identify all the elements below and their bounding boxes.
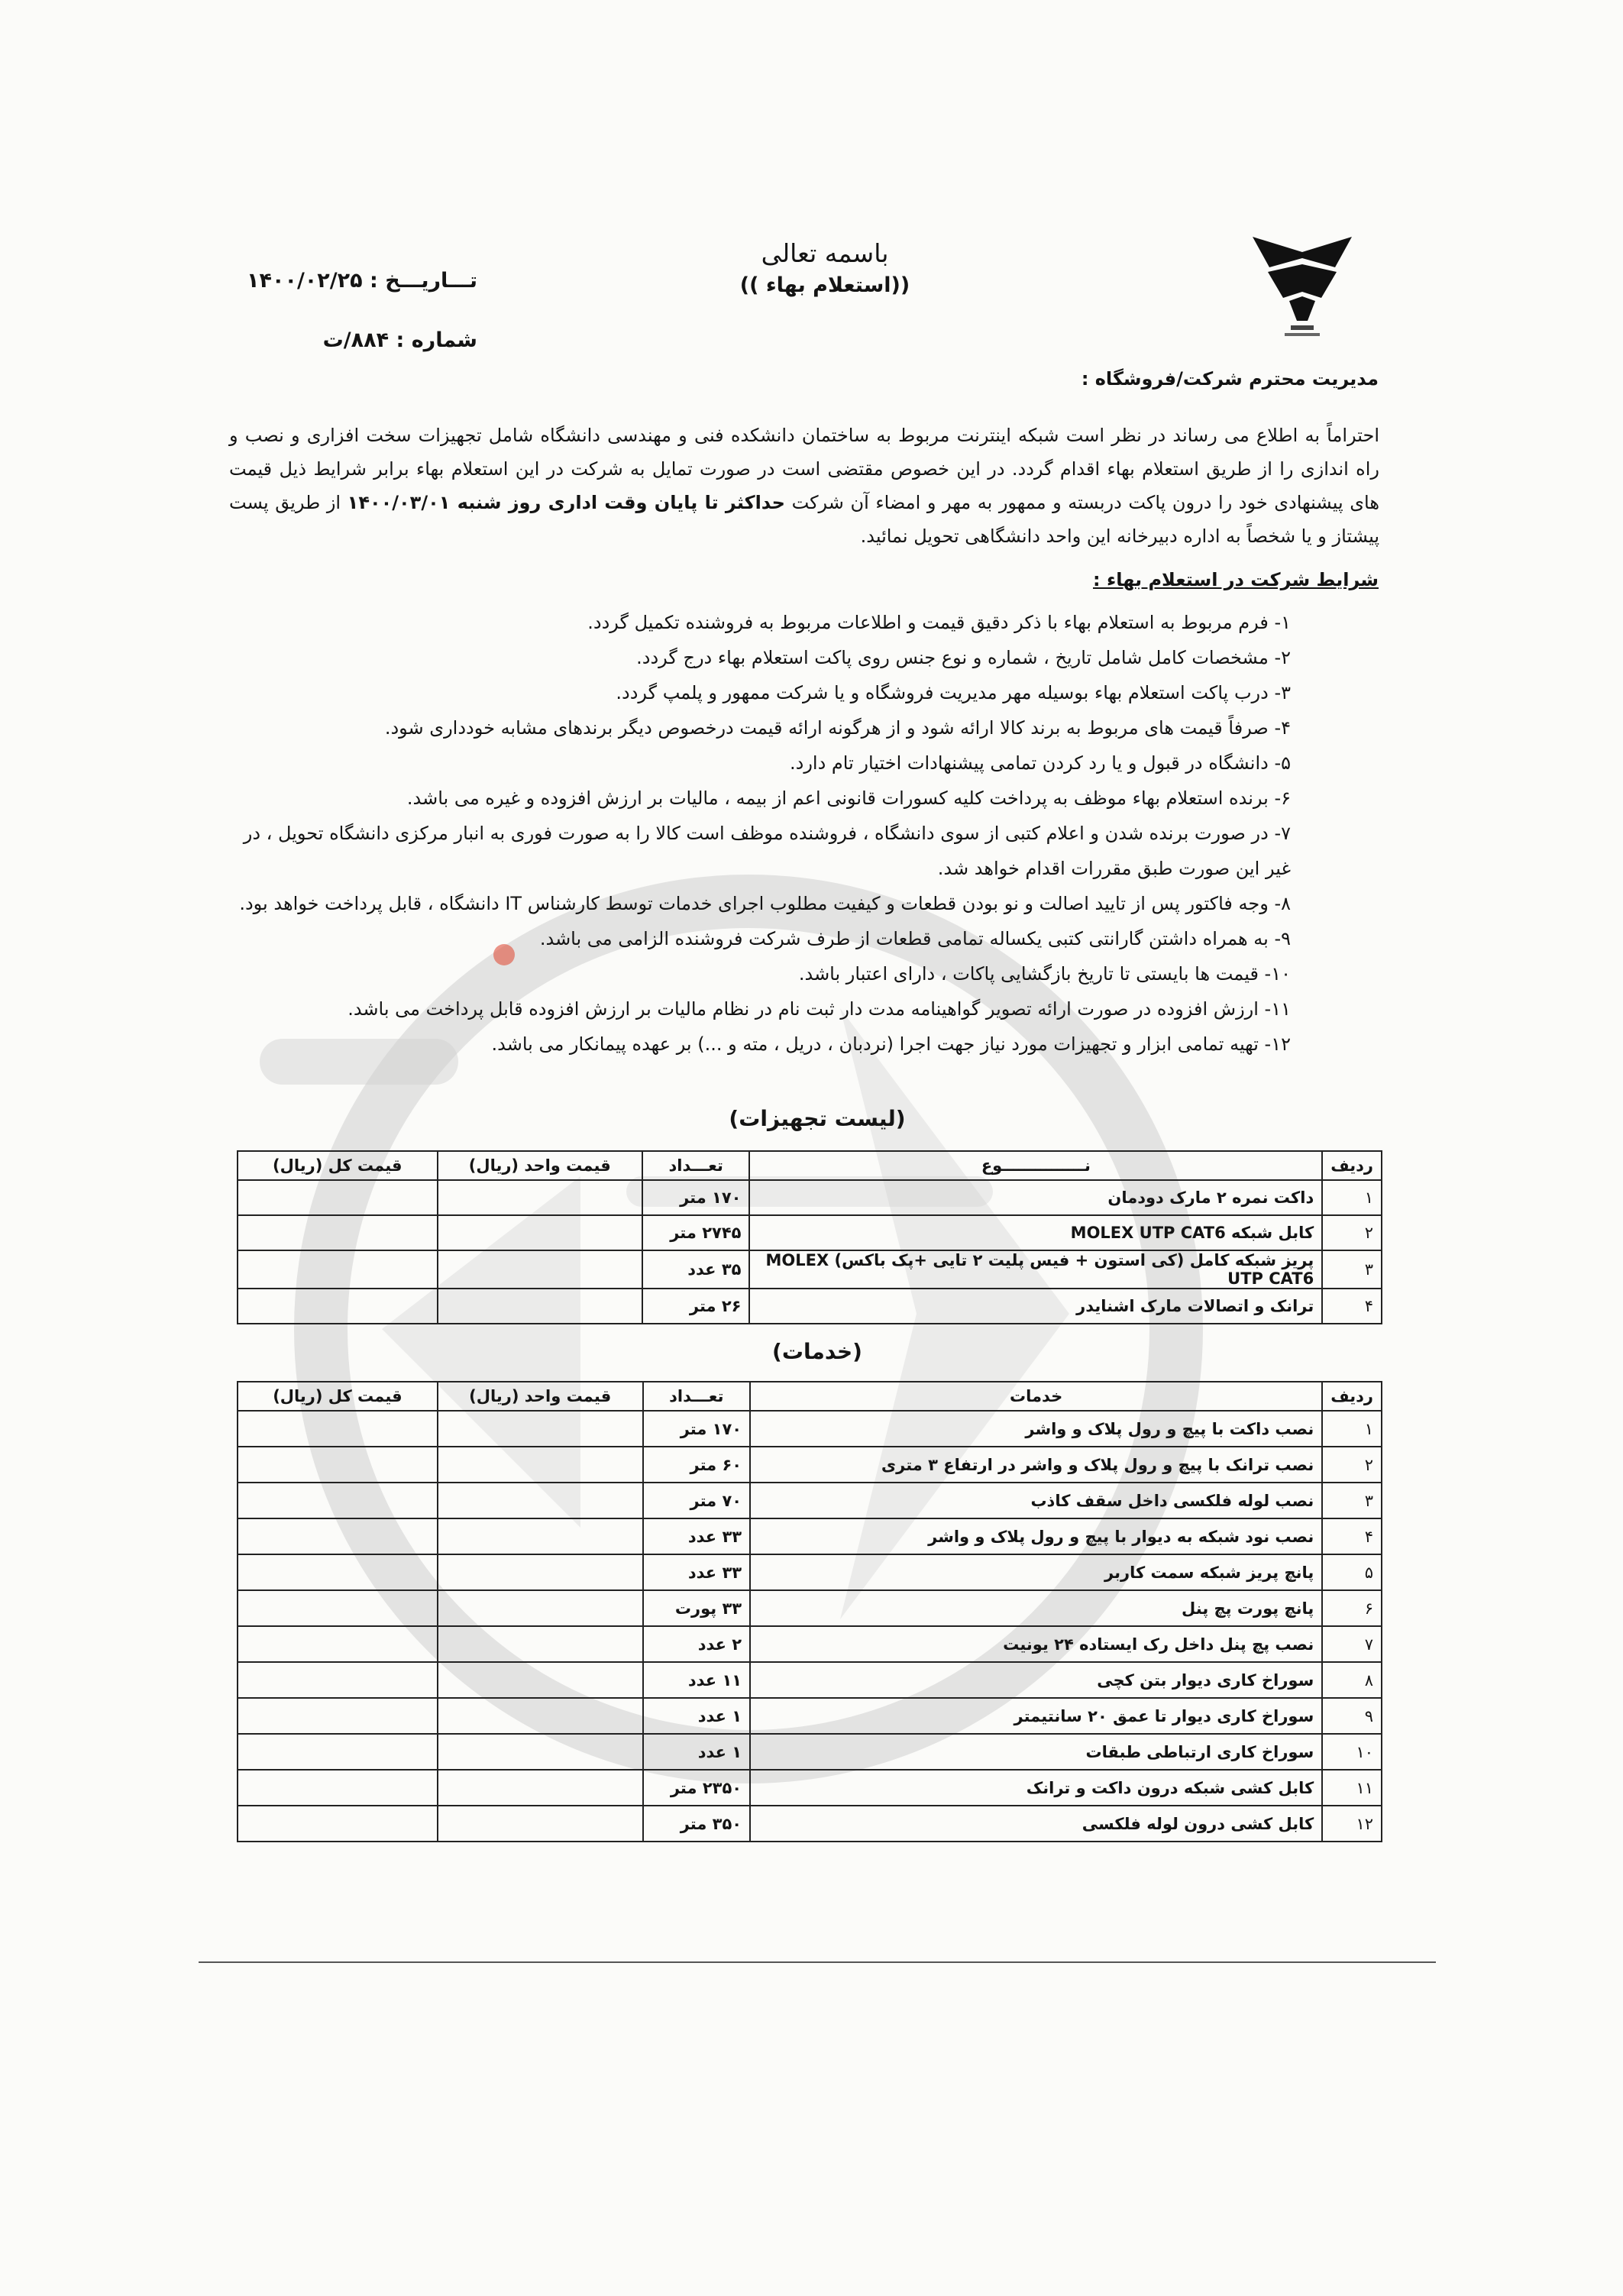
number-value: ۸۸۴/ت xyxy=(322,328,390,352)
total-price-cell[interactable] xyxy=(238,1698,438,1734)
table-row xyxy=(238,1590,1382,1626)
total-price-cell[interactable] xyxy=(238,1806,438,1842)
row-number: ۱۲ xyxy=(1322,1806,1382,1842)
document-title: (( استعلام بهاء)) xyxy=(739,273,910,297)
total-price-cell[interactable] xyxy=(238,1411,438,1447)
item-description: ترانک و اتصالات مارک اشنایدر xyxy=(749,1289,1322,1324)
service-quantity: ۷۰ متر xyxy=(643,1483,751,1518)
number-label: شماره : xyxy=(396,328,477,352)
unit-price-cell[interactable] xyxy=(438,1518,643,1554)
item-quantity: ۳۵ عدد xyxy=(642,1250,750,1289)
condition-item: ۱۱- ارزش افزوده در صورت ارائه تصویر گواهینامه مدت دار ثبت نام در نظام مالیات بر ارزش افزوده قابل پرداخت می باشد. xyxy=(348,998,1291,1020)
date-value: ۱۴۰۰/۰۲/۲۵ xyxy=(247,269,363,293)
item-description: داکت نمره ۲ مارک دودمان xyxy=(749,1180,1322,1215)
service-description: نصب پچ پنل داخل رک ایستاده ۲۴ یونیت xyxy=(750,1626,1322,1662)
total-price-cell[interactable] xyxy=(238,1447,438,1483)
intro-paragraph xyxy=(229,419,1379,553)
unit-price-cell[interactable] xyxy=(438,1734,643,1770)
addressee: مدیریت محترم شرکت/فروشگاه : xyxy=(1081,368,1379,390)
header-unit-price: قیمت واحد (ریال) xyxy=(438,1382,643,1411)
condition-item: ۴- صرفاً قیمت های مربوط به برند کالا ارائه شود و از هرگونه ارائه قیمت درخصوص دیگر برندهای مشابه خودداری شود. xyxy=(384,717,1291,739)
unit-price-cell[interactable] xyxy=(438,1698,643,1734)
condition-item: ۷- در صورت برنده شدن و اعلام کتبی از سوی دانشگاه ، فروشنده موظف است کالا را به صورت فوری به انبار مرکزی دانشگاه تحویل ، در غیر این صورت طبق مقررات اقدام خواهد شد. xyxy=(243,823,1291,879)
unit-price-cell[interactable] xyxy=(438,1289,642,1324)
equipment-table xyxy=(237,1150,1382,1324)
service-quantity: ۳۳ عدد xyxy=(643,1518,751,1554)
unit-price-cell[interactable] xyxy=(438,1411,643,1447)
header-quantity: تعـــداد xyxy=(643,1382,751,1411)
footer-divider xyxy=(199,1961,1436,1963)
row-number: ۴ xyxy=(1322,1289,1382,1324)
row-number: ۱۰ xyxy=(1322,1734,1382,1770)
table-row xyxy=(238,1250,1382,1289)
service-description: کابل کشی درون لوله فلکسی xyxy=(750,1806,1322,1842)
total-price-cell[interactable] xyxy=(238,1518,438,1554)
row-number: ۴ xyxy=(1322,1518,1382,1554)
unit-price-cell[interactable] xyxy=(438,1250,642,1289)
header-row-number: ردیف xyxy=(1322,1151,1382,1180)
service-quantity: ۳۳ عدد xyxy=(643,1554,751,1590)
total-price-cell[interactable] xyxy=(238,1289,438,1324)
table-row xyxy=(238,1662,1382,1698)
table-row xyxy=(238,1483,1382,1518)
service-quantity: ۲۳۵۰ متر xyxy=(643,1770,751,1806)
total-price-cell[interactable] xyxy=(238,1734,438,1770)
condition-item: ۱۰- قیمت ها بایستی تا تاریخ بازگشایی پاکات ، دارای اعتبار باشد. xyxy=(798,963,1291,985)
condition-item: ۹- به همراه داشتن گارانتی کتبی یکساله تمامی قطعات از طرف شرکت فروشنده الزامی می باشد. xyxy=(539,928,1291,949)
intro-deadline: حداکثر تا پایان وقت اداری روز شنبه ۱۴۰۰/۰۳/۰۱ xyxy=(347,492,785,513)
condition-item: ۵- دانشگاه در قبول و یا رد کردن تمامی پیشنهادات اختیار تام دارد. xyxy=(790,752,1291,774)
service-quantity: ۳۳ پورت xyxy=(643,1590,751,1626)
equipment-title: (لیست تجهیزات) xyxy=(729,1106,906,1131)
service-description: نصب لوله فلکسی داخل سقف کاذب xyxy=(750,1483,1322,1518)
condition-item: ۲- مشخصات کامل شامل تاریخ ، شماره و نوع جنس روی پاکت استعلام بهاء درج گردد. xyxy=(636,647,1291,668)
table-row xyxy=(238,1447,1382,1483)
service-description: پانچ پریز شبکه سمت کاربر xyxy=(750,1554,1322,1590)
conditions-list xyxy=(221,605,1291,1062)
service-quantity: ۲ عدد xyxy=(643,1626,751,1662)
number-line xyxy=(323,328,477,352)
row-number: ۸ xyxy=(1322,1662,1382,1698)
condition-item: ۶- برنده استعلام بهاء موظف به پرداخت کلیه کسورات قانونی اعم از بیمه ، مالیات بر ارزش افزوده و غیره می باشد. xyxy=(406,787,1291,809)
university-logo-icon xyxy=(1245,222,1360,344)
table-row xyxy=(238,1734,1382,1770)
table-row xyxy=(238,1554,1382,1590)
unit-price-cell[interactable] xyxy=(438,1770,643,1806)
header-row-number: ردیف xyxy=(1322,1382,1382,1411)
total-price-cell[interactable] xyxy=(238,1180,438,1215)
basmala: باسمه تعالی xyxy=(761,238,889,268)
total-price-cell[interactable] xyxy=(238,1250,438,1289)
header-unit-price: قیمت واحد (ریال) xyxy=(438,1151,642,1180)
service-quantity: ۱۷۰ متر xyxy=(643,1411,751,1447)
total-price-cell[interactable] xyxy=(238,1590,438,1626)
total-price-cell[interactable] xyxy=(238,1215,438,1250)
row-number: ۹ xyxy=(1322,1698,1382,1734)
services-table xyxy=(237,1381,1382,1842)
row-number: ۱ xyxy=(1322,1411,1382,1447)
intro-part-1: احتراماً به اطلاع می رساند در نظر است شبکه اینترنت مربوط به ساختمان دانشکده فنی و مهندسی دانشگاه شامل تجهیزات سخت افزاری و نصب و راه اندازی را از طریق استعلام بهاء اقدام گردد. در این خصوص مقتضی است در صورت تمایل به شرکت در این استعلام بهاء برابر شرایط ذیل قیمت های پیشنهادی خود را درون پاکت دربسته و ممهور به مهر و امضاء آن شرکت xyxy=(229,425,1380,513)
item-quantity: ۲۷۴۵ متر xyxy=(642,1215,750,1250)
item-description: پریز شبکه کامل (کی استون + فیس پلیت ۲ تایی +پک باکس) MOLEX UTP CAT6 xyxy=(749,1250,1322,1289)
condition-item: ۱- فرم مربوط به استعلام بهاء با ذکر دقیق قیمت و اطلاعات مربوط به فروشنده تکمیل گردد. xyxy=(587,612,1291,633)
unit-price-cell[interactable] xyxy=(438,1554,643,1590)
service-description: سوراخ کاری ارتباطی طبقات xyxy=(750,1734,1322,1770)
total-price-cell[interactable] xyxy=(238,1662,438,1698)
table-row xyxy=(238,1626,1382,1662)
header-item: نـــــــــــــــوع xyxy=(749,1151,1322,1180)
service-description: نصب نود شبکه به دیوار با پیچ و رول پلاک و واشر xyxy=(750,1518,1322,1554)
table-row xyxy=(238,1518,1382,1554)
condition-item: ۱۲- تهیه تمامی ابزار و تجهیزات مورد نیاز جهت اجرا (نردبان ، دریل ، مته و ...) بر عهده پیمانکار می باشد. xyxy=(491,1033,1291,1055)
unit-price-cell[interactable] xyxy=(438,1626,643,1662)
row-number: ۶ xyxy=(1322,1590,1382,1626)
intro-part-2: از طریق پست پیشتاز و یا شخصاً به اداره دبیرخانه این واحد دانشگاهی تحویل نمائید. xyxy=(229,492,1379,547)
row-number: ۱ xyxy=(1322,1180,1382,1215)
unit-price-cell[interactable] xyxy=(438,1806,643,1842)
row-number: ۳ xyxy=(1322,1483,1382,1518)
header-quantity: تعـــداد xyxy=(642,1151,750,1180)
row-number: ۳ xyxy=(1322,1250,1382,1289)
unit-price-cell[interactable] xyxy=(438,1180,642,1215)
row-number: ۲ xyxy=(1322,1447,1382,1483)
table-row xyxy=(238,1289,1382,1324)
table-header-row xyxy=(238,1382,1382,1411)
table-header-row xyxy=(238,1151,1382,1180)
service-description: سوراخ کاری دیوار تا عمق ۲۰ سانتیمتر xyxy=(750,1698,1322,1734)
unit-price-cell[interactable] xyxy=(438,1447,643,1483)
unit-price-cell[interactable] xyxy=(438,1483,643,1518)
table-row xyxy=(238,1698,1382,1734)
services-title: (خدمات) xyxy=(772,1339,862,1364)
condition-item: ۸- وجه فاکتور پس از تایید اصالت و نو بودن قطعات و کیفیت مطلوب اجرای خدمات توسط کارشناس IT دانشگاه ، قابل پرداخت خواهد بود. xyxy=(239,893,1291,914)
service-quantity: ۱ عدد xyxy=(643,1734,751,1770)
unit-price-cell[interactable] xyxy=(438,1662,643,1698)
unit-price-cell[interactable] xyxy=(438,1215,642,1250)
service-description: سوراخ کاری دیوار بتن کچی xyxy=(750,1662,1322,1698)
table-row xyxy=(238,1411,1382,1447)
header-total-price: قیمت کل (ریال) xyxy=(238,1382,438,1411)
unit-price-cell[interactable] xyxy=(438,1590,643,1626)
service-quantity: ۱ عدد xyxy=(643,1698,751,1734)
total-price-cell[interactable] xyxy=(238,1770,438,1806)
service-description: پانچ پورت پچ پنل xyxy=(750,1590,1322,1626)
row-number: ۵ xyxy=(1322,1554,1382,1590)
condition-item: ۳- درب پاکت استعلام بهاء بوسیله مهر مدیریت فروشگاه و یا شرکت ممهور و پلمپ گردد. xyxy=(616,682,1291,703)
total-price-cell[interactable] xyxy=(238,1554,438,1590)
total-price-cell[interactable] xyxy=(238,1626,438,1662)
total-price-cell[interactable] xyxy=(238,1483,438,1518)
row-number: ۲ xyxy=(1322,1215,1382,1250)
date-label: تـــاریـــخ : xyxy=(370,269,477,293)
table-row xyxy=(238,1215,1382,1250)
conditions-title: شرایط شرکت در استعلام بهاء : xyxy=(1093,569,1379,590)
header-item: خدمات xyxy=(750,1382,1322,1411)
table-row xyxy=(238,1180,1382,1215)
service-description: نصب ترانک با پیچ و رول پلاک و واشر در ارتفاع ۳ متری xyxy=(750,1447,1322,1483)
service-description: نصب داکت با پیچ و رول پلاک و واشر xyxy=(750,1411,1322,1447)
item-quantity: ۲۶ متر xyxy=(642,1289,750,1324)
row-number: ۷ xyxy=(1322,1626,1382,1662)
item-quantity: ۱۷۰ متر xyxy=(642,1180,750,1215)
service-quantity: ۳۵۰ متر xyxy=(643,1806,751,1842)
service-description: کابل کشی شبکه درون داکت و ترانک xyxy=(750,1770,1322,1806)
service-quantity: ۱۱ عدد xyxy=(643,1662,751,1698)
row-number: ۱۱ xyxy=(1322,1770,1382,1806)
service-quantity: ۶۰ متر xyxy=(643,1447,751,1483)
table-row xyxy=(238,1770,1382,1806)
header-total-price: قیمت کل (ریال) xyxy=(238,1151,438,1180)
item-description: کابل شبکه MOLEX UTP CAT6 xyxy=(749,1215,1322,1250)
table-row xyxy=(238,1806,1382,1842)
date-line xyxy=(247,269,477,293)
